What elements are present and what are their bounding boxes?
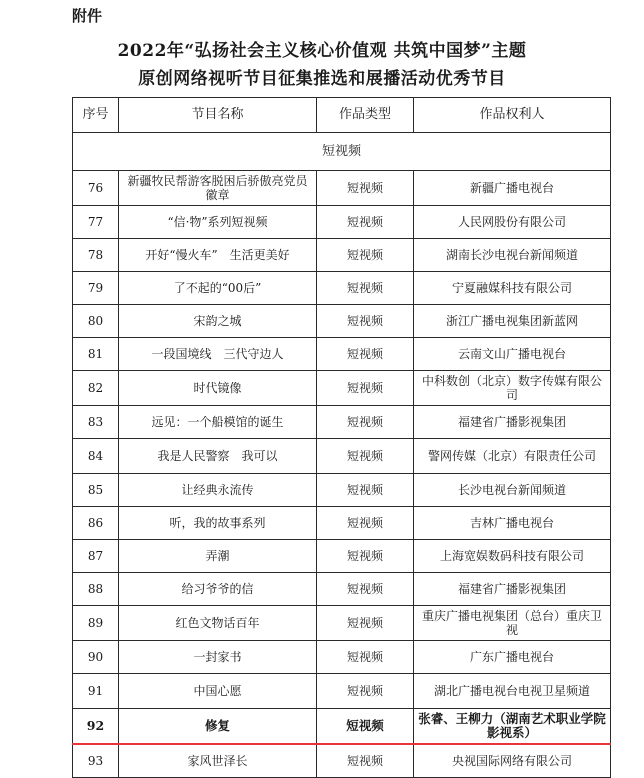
table-row [73,606,611,641]
document-title-line1: 2022年“弘扬社会主义核心价值观 共筑中国梦”主题 [117,41,527,61]
cell-work-type: 短视频 [317,239,414,272]
table-row [73,371,611,406]
cell-program-name: 中国心愿 [119,674,317,709]
cell-program-name: 时代镜像 [119,371,317,406]
cell-work-type: 短视频 [317,744,414,778]
cell-work-type: 短视频 [317,709,414,745]
cell-program-name: 一段国境线 三代守边人 [119,338,317,371]
cell-number: 90 [73,641,119,674]
table-row [73,744,611,778]
document-title-line2: 原创网络视听节目征集推选和展播活动优秀节目 [138,69,506,89]
table-row [73,439,611,474]
table-row [73,406,611,439]
header-program-name: 节目名称 [119,98,317,133]
cell-number: 78 [73,239,119,272]
cell-number: 79 [73,272,119,305]
cell-program-name: 远见：一个船模馆的诞生 [119,406,317,439]
table-row [73,305,611,338]
cell-program-name: 开好“慢火车” 生活更美好 [119,239,317,272]
cell-program-name: 宋韵之城 [119,305,317,338]
cell-program-name: 听，我的故事系列 [119,507,317,540]
cell-work-type: 短视频 [317,540,414,573]
cell-work-type: 短视频 [317,641,414,674]
table-row [73,171,611,206]
table-row [73,338,611,371]
cell-program-name: 让经典永流传 [119,474,317,507]
cell-rights-holder: 警网传媒（北京）有限责任公司 [414,439,611,474]
cell-rights-holder: 新疆广播电视台 [414,171,611,206]
cell-program-name: “信·物”系列短视频 [119,206,317,239]
cell-number: 87 [73,540,119,573]
cell-program-name: 新疆牧民帮游客脱困后骄傲亮党员徽章 [119,171,317,206]
cell-work-type: 短视频 [317,171,414,206]
cell-number: 77 [73,206,119,239]
cell-rights-holder: 福建省广播影视集团 [414,406,611,439]
cell-number: 82 [73,371,119,406]
cell-rights-holder: 宁夏融媒科技有限公司 [414,272,611,305]
cell-number: 88 [73,573,119,606]
cell-program-name: 了不起的“00后” [119,272,317,305]
cell-number: 91 [73,674,119,709]
cell-work-type: 短视频 [317,507,414,540]
cell-rights-holder: 福建省广播影视集团 [414,573,611,606]
table-row [73,507,611,540]
cell-number: 93 [73,744,119,778]
cell-work-type: 短视频 [317,305,414,338]
cell-program-name: 修复 [119,709,317,745]
table-row [73,239,611,272]
table-row [73,272,611,305]
cell-program-name: 一封家书 [119,641,317,674]
cell-work-type: 短视频 [317,573,414,606]
cell-rights-holder: 浙江广播电视集团新蓝网 [414,305,611,338]
cell-number: 76 [73,171,119,206]
cell-rights-holder: 广东广播电视台 [414,641,611,674]
section-label: 短视频 [73,133,611,171]
program-table [72,97,611,778]
cell-work-type: 短视频 [317,206,414,239]
cell-work-type: 短视频 [317,338,414,371]
cell-work-type: 短视频 [317,606,414,641]
cell-work-type: 短视频 [317,474,414,507]
header-number: 序号 [73,98,119,133]
cell-rights-holder: 湖北广播电视台电视卫星频道 [414,674,611,709]
cell-number: 84 [73,439,119,474]
cell-work-type: 短视频 [317,272,414,305]
table-row [73,474,611,507]
cell-number: 80 [73,305,119,338]
cell-rights-holder: 云南文山广播电视台 [414,338,611,371]
cell-program-name: 给习爷爷的信 [119,573,317,606]
cell-rights-holder: 长沙电视台新闻频道 [414,474,611,507]
cell-rights-holder: 中科数创（北京）数字传媒有限公司 [414,371,611,406]
cell-number: 89 [73,606,119,641]
cell-rights-holder: 央视国际网络有限公司 [414,744,611,778]
attachment-label: 附件 [72,7,103,25]
cell-number: 86 [73,507,119,540]
table-row [73,709,611,745]
cell-program-name: 我是人民警察 我可以 [119,439,317,474]
cell-work-type: 短视频 [317,406,414,439]
cell-rights-holder: 吉林广播电视台 [414,507,611,540]
table-row [73,540,611,573]
table-row [73,674,611,709]
cell-rights-holder: 重庆广播电视集团（总台）重庆卫视 [414,606,611,641]
header-work-type: 作品类型 [317,98,414,133]
cell-program-name: 家风世泽长 [119,744,317,778]
cell-number: 85 [73,474,119,507]
cell-program-name: 红色文物话百年 [119,606,317,641]
cell-work-type: 短视频 [317,371,414,406]
table-row [73,206,611,239]
table-row [73,641,611,674]
table-header-row [73,98,611,133]
cell-number: 83 [73,406,119,439]
section-row [73,133,611,171]
cell-rights-holder: 湖南长沙电视台新闻频道 [414,239,611,272]
cell-rights-holder: 上海宽娱数码科技有限公司 [414,540,611,573]
cell-number: 81 [73,338,119,371]
table-row [73,573,611,606]
cell-number: 92 [73,709,119,745]
header-rights-holder: 作品权利人 [414,98,611,133]
cell-work-type: 短视频 [317,674,414,709]
cell-work-type: 短视频 [317,439,414,474]
cell-program-name: 弄潮 [119,540,317,573]
cell-rights-holder: 张睿、王柳力（湖南艺术职业学院影视系） [414,709,611,745]
cell-rights-holder: 人民网股份有限公司 [414,206,611,239]
